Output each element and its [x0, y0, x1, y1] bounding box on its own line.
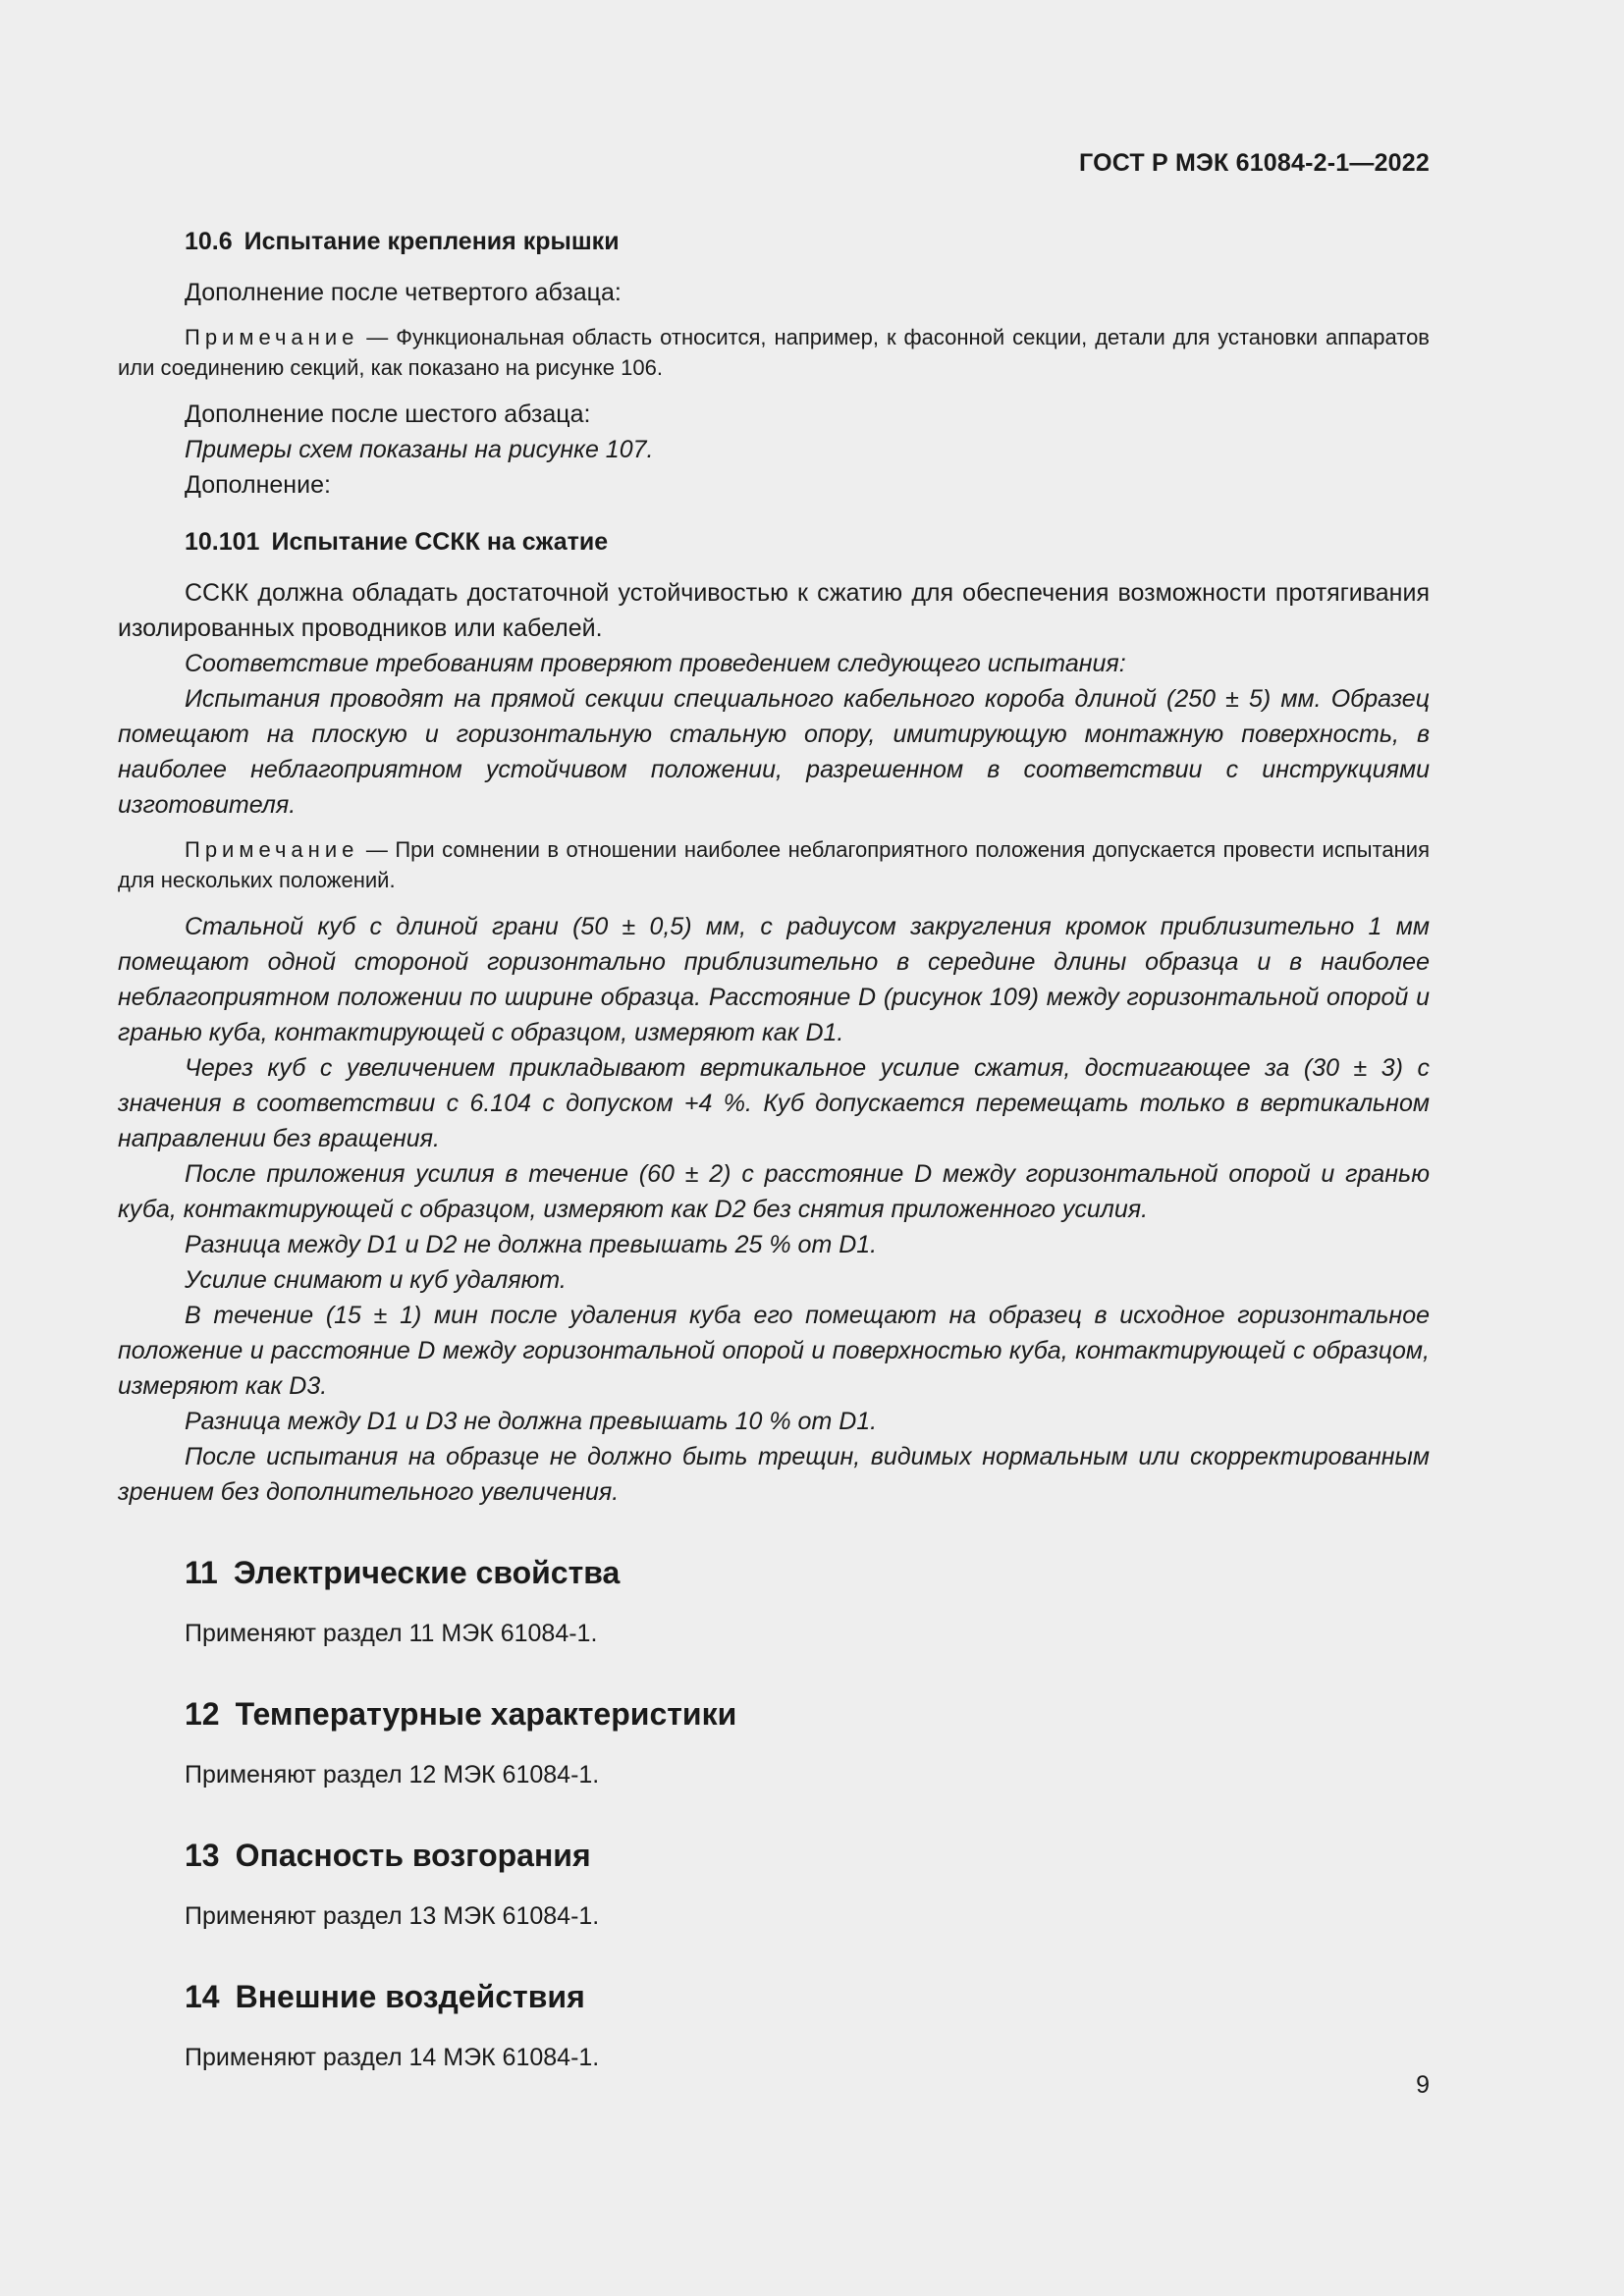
subsection-number: 10.6	[185, 228, 233, 255]
section-title: Электрические свойства	[233, 1555, 621, 1590]
paragraph-italic: В течение (15 ± 1) мин после удаления куба его помещают на образец в исходное горизонтальное положение и расстояние D между горизонтальной опорой и поверхностью куба, контактирующей с образцом, измеряют как D3.	[118, 1302, 1430, 1400]
section-title: Температурные характеристики	[235, 1696, 737, 1732]
section-heading-13	[118, 1834, 1430, 1877]
paragraph-italic: После испытания на образце не должно быть трещин, видимых нормальным или скорректированным зрением без дополнительного увеличения.	[118, 1443, 1430, 1506]
section-number: 11	[185, 1555, 218, 1590]
paragraph: Дополнение после четвертого абзаца:	[185, 279, 622, 306]
section-heading-11	[118, 1551, 1430, 1594]
paragraph-italic: Разница между D1 и D2 не должна превышать 25 % от D1.	[185, 1231, 878, 1258]
note-text: — При сомнении в отношении наиболее неблагоприятного положения допускается провести испытания для нескольких положений.	[118, 837, 1430, 892]
section-heading-12	[118, 1692, 1430, 1735]
paragraph: Применяют раздел 13 МЭК 61084-1.	[185, 1902, 600, 1930]
paragraph-italic: Стальной куб с длиной грани (50 ± 0,5) мм, с радиусом закругления кромок приблизительно 1 мм помещают одной стороной горизонтально приблизительно в середине длины образца и в наиболее неблагоприятном положении по ширине образца. Расстояние D (рисунок 109) между горизонтальной опорой и гранью куба, контактирующей с образцом, измеряют как D1.	[118, 913, 1430, 1046]
paragraph: Применяют раздел 11 МЭК 61084-1.	[185, 1620, 598, 1647]
paragraph: Применяют раздел 12 МЭК 61084-1.	[185, 1761, 600, 1789]
section-title: Внешние воздействия	[235, 1979, 585, 2014]
paragraph: ССКК должна обладать достаточной устойчивостью к сжатию для обеспечения возможности протягивания изолированных проводников или кабелей.	[118, 579, 1430, 642]
note	[118, 322, 1430, 383]
note-label: Примечание	[185, 837, 359, 862]
subsection-title: Испытание крепления крышки	[244, 228, 620, 255]
paragraph-italic: Усилие снимают и куб удаляют.	[185, 1266, 567, 1294]
section-number: 14	[185, 1979, 220, 2014]
section-number: 12	[185, 1696, 220, 1732]
subsection-heading-10-6	[118, 224, 1430, 259]
paragraph-italic: Испытания проводят на прямой секции специального кабельного короба длиной (250 ± 5) мм. Образец помещают на плоскую и горизонтальную стальную опору, имитирующую монтажную поверхность, в наиболее неблагоприятном устойчивом положении, разрешенном в соответствии с инструкциями изготовителя.	[118, 685, 1430, 819]
section-heading-14	[118, 1975, 1430, 2018]
paragraph-italic: Через куб с увеличением прикладывают вертикальное усилие сжатия, достигающее за (30 ± 3) с значения в соответствии с 6.104 с допуском +4 %. Куб допускается перемещать только в вертикальном направлении без вращения.	[118, 1054, 1430, 1152]
document-identifier: ГОСТ Р МЭК 61084-2-1—2022	[1079, 149, 1430, 177]
subsection-heading-10-101	[118, 524, 1430, 560]
note-label: Примечание	[185, 325, 359, 349]
section-number: 13	[185, 1838, 220, 1873]
section-title: Опасность возгорания	[235, 1838, 591, 1873]
paragraph: Применяют раздел 14 МЭК 61084-1.	[185, 2044, 600, 2071]
subsection-title: Испытание ССКК на сжатие	[271, 528, 609, 556]
paragraph-italic: После приложения усилия в течение (60 ± 2) с расстояние D между горизонтальной опорой и гранью куба, контактирующей с образцом, измеряют как D2 без снятия приложенного усилия.	[118, 1160, 1430, 1223]
paragraph: Дополнение:	[185, 471, 331, 499]
page-content	[118, 224, 1430, 2075]
subsection-number: 10.101	[185, 528, 260, 556]
page-number: 9	[1416, 2071, 1430, 2099]
note-text: — Функциональная область относится, например, к фасонной секции, детали для установки аппаратов или соединению секций, как показано на рисунке 106.	[118, 325, 1430, 380]
paragraph-italic: Разница между D1 и D3 не должна превышать 10 % от D1.	[185, 1408, 878, 1435]
paragraph: Дополнение после шестого абзаца:	[185, 400, 591, 428]
paragraph-italic: Примеры схем показаны на рисунке 107.	[185, 436, 654, 463]
paragraph-italic: Соответствие требованиям проверяют проведением следующего испытания:	[185, 650, 1126, 677]
note	[118, 834, 1430, 895]
